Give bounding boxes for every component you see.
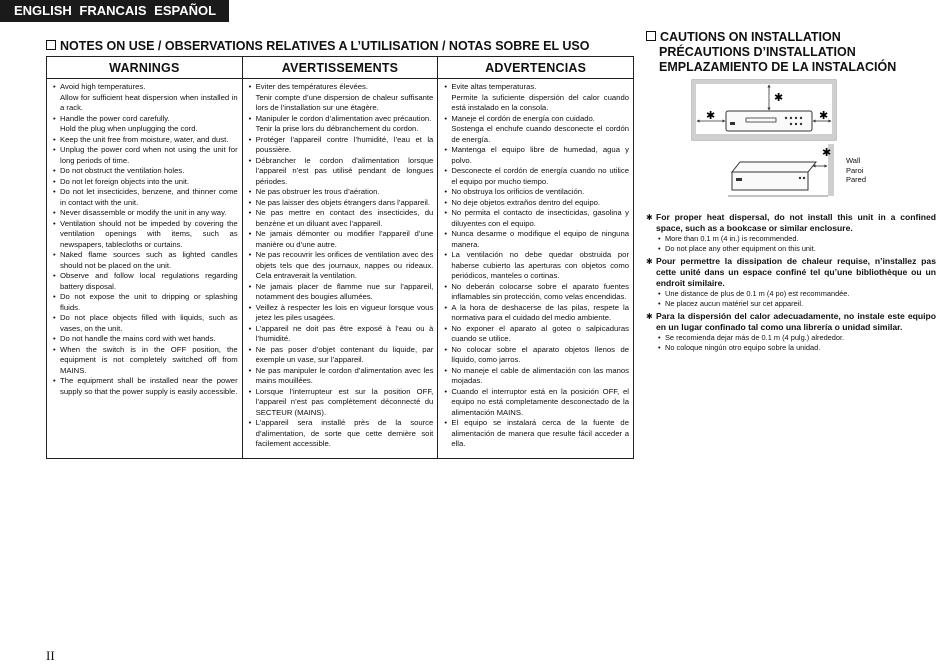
note-spanish (646, 311, 936, 353)
avertissements-header: AVERTISSEMENTS (242, 57, 438, 79)
warnings-header: WARNINGS (47, 57, 243, 79)
warning-item: • Mantenga el equipo libre de humedad, agua y polvo. (444, 145, 629, 166)
enclosure-right (832, 80, 836, 140)
cautions-title-line: EMPLAZAMIENTO DE LA INSTALACIÓN (659, 60, 897, 74)
cautions-title-line: CAUTIONS ON INSTALLATION (660, 30, 841, 44)
warning-item: • No maneje el cable de alimentación con las manos mojadas. (444, 366, 629, 387)
warning-item: • Do not let foreign objects into the unit. (53, 177, 238, 188)
clearance-marker-wall: ✱ (822, 146, 832, 159)
warning-item: • Do not let insecticides, benzene, and thinner come in contact with the unit. (53, 187, 238, 208)
warning-item: • Lorsque l’interrupteur est sur la position OFF, l’appareil n’est pas complètement déconnecté du SECTEUR (MAINS). (249, 387, 434, 419)
warning-item: • Cuando el interruptor está en la posición OFF, el equipo no está completamente desconectado de la alimentación MAINS. (444, 387, 629, 419)
note-bullet: • Ne placez aucun matériel sur cet appareil. (658, 299, 936, 309)
warning-item: • Ne jamais placer de flamme nue sur l’appareil, notamment des bougies allumées. (249, 282, 434, 303)
warning-item: • La ventilación no debe quedar obstruida por haberse cubierto las aperturas con objetos como periódicos, manteles o cortinas. (444, 250, 629, 282)
warnings-column (47, 79, 243, 459)
warning-item: • Avoid high temperatures. Allow for sufficient heat dispersion when installed in a rack. (53, 82, 238, 114)
warning-item: • No permita el contacto de insecticidas, gasolina y diluyentes con el equipo. (444, 208, 629, 229)
warning-item: • Ventilation should not be impeded by covering the ventilation openings with items, such as newspapers, tablecloths or curtains. (53, 219, 238, 251)
cd-player-top (732, 162, 816, 172)
installation-notes (646, 212, 936, 355)
warnings-table (46, 56, 634, 459)
checkbox-square-icon (646, 31, 656, 41)
note-bullet: • Do not place any other equipment on this unit. (658, 244, 936, 254)
avertissements-column (242, 79, 438, 459)
warning-item: • When the switch is in the OFF position, the equipment is not completely switched off from MAINS. (53, 345, 238, 377)
note-french (646, 256, 936, 309)
installation-diagram (688, 74, 938, 204)
warning-item: • Observe and follow local regulations regarding battery disposal. (53, 271, 238, 292)
warning-item: • Manipuler le cordon d’alimentation avec précaution. Tenir la prise lors du débranchement du cordon. (249, 114, 434, 135)
warning-item: • The equipment shall be installed near the power supply so that the power supply is easily accessible. (53, 376, 238, 397)
notes-title-text: NOTES ON USE / OBSERVATIONS RELATIVES A L’UTILISATION / NOTAS SOBRE EL USO (60, 39, 590, 53)
clearance-marker-left: ✱ (706, 109, 716, 122)
note-heading: ✱ Pour permettre la dissipation de chaleur requise, n’installez pas cette unité dans un espace confiné tel qu’une bibliothèque ou un endroit similaire. (646, 256, 936, 289)
power-button (730, 122, 735, 125)
warning-item: • No obstruya los orificios de ventilación. (444, 187, 629, 198)
warning-item: • Ne pas manipuler le cordon d’alimentation avec les mains mouillées. (249, 366, 434, 387)
warning-item: • Nunca desarme o modifique el equipo de ninguna manera. (444, 229, 629, 250)
note-bullet: • Se recomienda dejar más de 0.1 m (4 pulg.) alrededor. (658, 333, 936, 343)
enclosure-top (692, 80, 836, 84)
warning-item: • Do not handle the mains cord with wet hands. (53, 334, 238, 345)
warning-item: • Débrancher le cordon d’alimentation lorsque l’appareil n’est pas utilisé pendant de longues périodes. (249, 156, 434, 188)
warning-item: • Handle the power cord carefully. Hold the plug when unplugging the cord. (53, 114, 238, 135)
warning-item: • Ne pas laisser des objets étrangers dans l’appareil. (249, 198, 434, 209)
warning-item: • Desconecte el cordón de energía cuando no utilice el equipo por mucho tiempo. (444, 166, 629, 187)
note-heading: ✱ For proper heat dispersal, do not install this unit in a confined space, such as a bookcase or similar enclosure. (646, 212, 936, 234)
warning-item: • L’appareil ne doit pas être exposé à l’eau ou à l’humidité. (249, 324, 434, 345)
warning-item: • Protéger l’appareil contre l’humidité, l’eau et la poussière. (249, 135, 434, 156)
notes-on-use-title (46, 39, 589, 53)
warning-item: • L’appareil sera installé près de la source d’alimentation, de sorte que cette dernière soit facilement accessible. (249, 418, 434, 450)
warning-item: • El equipo se instalará cerca de la fuente de alimentación de manera que resulte fácil acceder a ella. (444, 418, 629, 450)
warning-item: • Do not obstruct the ventilation holes. (53, 166, 238, 177)
note-bullet: • Une distance de plus de 0.1 m (4 po) est recommandée. (658, 289, 936, 299)
wall-label-fr: Paroi (846, 165, 864, 175)
warning-item: • Veillez à respecter les lois en vigueur lorsque vous jetez les piles usagées. (249, 303, 434, 324)
warning-item: • Eviter des températures élevées. Tenir compte d’une dispersion de chaleur suffisante lors de l’installation sur une étagère. (249, 82, 434, 114)
cd-player-side (732, 172, 808, 190)
advertencias-header: ADVERTENCIAS (438, 57, 634, 79)
warning-item: • Evite altas temperaturas. Permite la suficiente dispersión del calor cuando está instalado en la consola. (444, 82, 629, 114)
clearance-marker-top: ✱ (774, 91, 784, 104)
warning-item: • Maneje el cordón de energía con cuidado. Sostenga el enchufe cuando desconecte el cordón de energía. (444, 114, 629, 146)
warning-item: • Unplug the power cord when not using the unit for long periods of time. (53, 145, 238, 166)
warning-item: • Ne pas mettre en contact des insecticides, du benzène et un diluant avec l’appareil. (249, 208, 434, 229)
note-heading: ✱ Para la dispersión del calor adecuadamente, no instale este equipo en un lugar confinado tal como una librería o unidad similar. (646, 311, 936, 333)
checkbox-square-icon (46, 40, 56, 50)
note-bullet: • More than 0.1 m (4 in.) is recommended. (658, 234, 936, 244)
cautions-title-line: PRÉCAUTIONS D’INSTALLATION (659, 45, 856, 59)
note-english (646, 212, 936, 254)
warning-item: • No colocar sobre el aparato objetos llenos de líquido, como jarros. (444, 345, 629, 366)
warning-item: • No deje objetos extraños dentro del equipo. (444, 198, 629, 209)
warning-item: • No deberán colocarse sobre el aparato fuentes inflamables sin protección, como velas encendidas. (444, 282, 629, 303)
wall-label-en: Wall (846, 156, 861, 165)
warning-item: • Do not place objects filled with liquids, such as vases, on the unit. (53, 313, 238, 334)
language-tab: ENGLISH FRANCAIS ESPAÑOL (0, 0, 229, 22)
cd-player-front (726, 111, 812, 131)
warning-item: • Ne pas recouvrir les orifices de ventilation avec des objets tels que des journaux, nappes ou rideaux. Cela entraverait la ventilation. (249, 250, 434, 282)
page-number: II (46, 648, 55, 663)
note-bullet: • No coloque ningún otro equipo sobre la unidad. (658, 343, 936, 353)
enclosure-left (692, 80, 696, 140)
warning-item: • Do not expose the unit to dripping or splashing fluids. (53, 292, 238, 313)
warning-item: • Ne pas obstruer les trous d’aération. (249, 187, 434, 198)
warning-item: • No exponer el aparato al goteo o salpicaduras cuando se utilice. (444, 324, 629, 345)
warning-item: • Ne jamais démonter ou modifier l’appareil d’une manière ou d’une autre. (249, 229, 434, 250)
warning-item: • Naked flame sources such as lighted candles should not be placed on the unit. (53, 250, 238, 271)
wall-label-es: Pared (846, 175, 867, 184)
clearance-marker-right: ✱ (819, 109, 829, 122)
cautions-title (646, 30, 896, 75)
warning-item: • A la hora de deshacerse de las pilas, respete la normativa para el cuidado del medio ambiente. (444, 303, 629, 324)
warning-item: • Never disassemble or modify the unit in any way. (53, 208, 238, 219)
warning-item: • Keep the unit free from moisture, water, and dust. (53, 135, 238, 146)
enclosure-shelf (692, 134, 836, 140)
warning-item: • Ne pas poser d’objet contenant du liquide, par exemple un vase, sur l’appareil. (249, 345, 434, 366)
advertencias-column (438, 79, 634, 459)
wall-label (846, 156, 866, 185)
